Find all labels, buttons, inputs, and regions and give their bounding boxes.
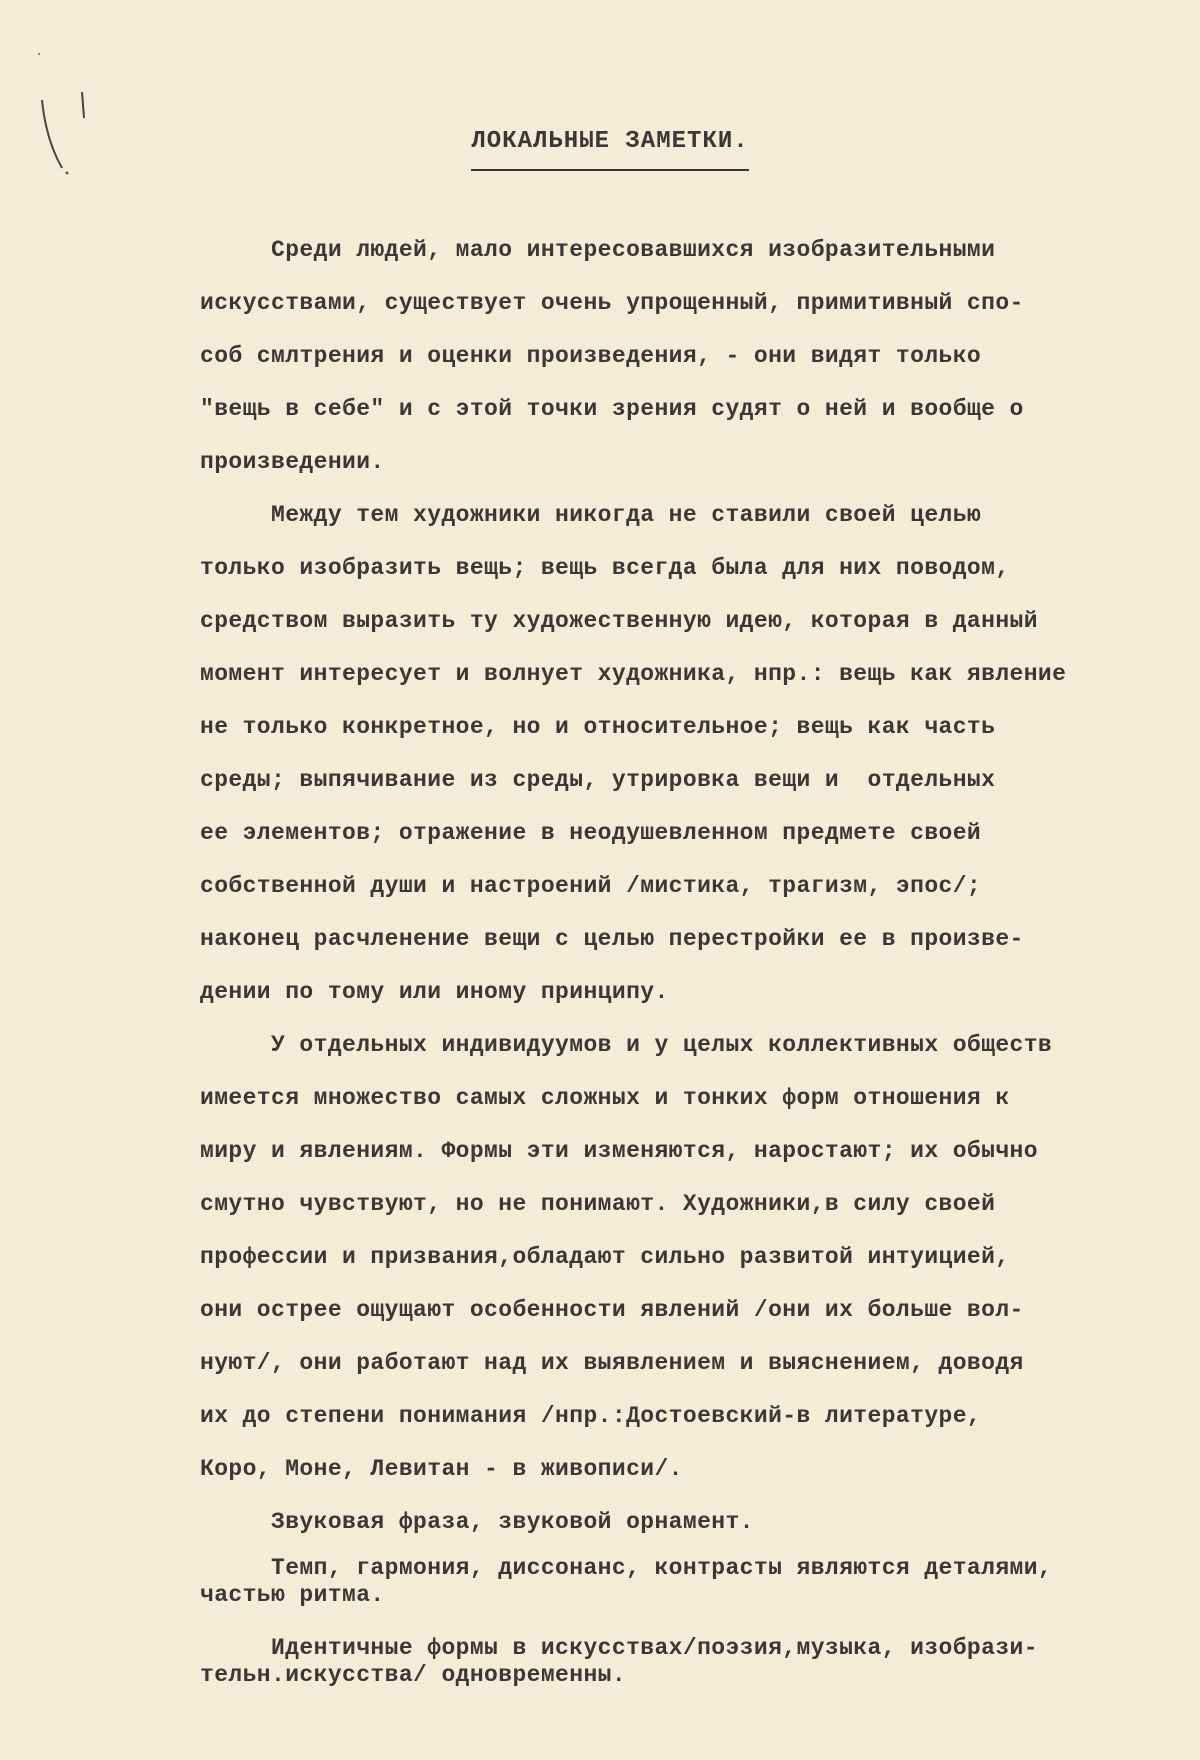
text-line: собственной души и настроений /мистика, трагизм, эпос/; [200, 873, 982, 899]
text-line: произведении. [200, 449, 385, 475]
text-line: наконец расчленение вещи с целью перестройки ее в произве- [200, 926, 1024, 952]
text-line: "вещь в себе" и с этой точки зрения судят о ней и вообще о [200, 396, 1024, 422]
text-line: Звуковая фраза, звуковой орнамент. [200, 1509, 754, 1535]
text-line: Идентичные формы в искусствах/поэзия,музыка, изобрази- [200, 1635, 1038, 1661]
text-line: среды; выпячивание из среды, утрировка вещи и отдельных [200, 767, 996, 793]
document-body [200, 224, 1180, 1689]
text-line: не только конкретное, но и относительное; вещь как часть [200, 714, 996, 740]
text-line: средством выразить ту художественную идею, которая в данный [200, 608, 1038, 634]
document-title: ЛОКАЛЬНЫЕ ЗАМЕТКИ. [471, 128, 748, 171]
text-line: миру и явлениям. Формы эти изменяются, наростают; их обычно [200, 1138, 1038, 1164]
title-block [0, 128, 1200, 171]
text-line: Среди людей, мало интересовавшихся изобразительными [200, 237, 996, 263]
text-line: У отдельных индивидуумов и у целых коллективных обществ [200, 1032, 1053, 1058]
text-line: только изобразить вещь; вещь всегда была для них поводом, [200, 555, 1010, 581]
text-line: Темп, гармония, диссонанс, контрасты являются деталями, [200, 1555, 1053, 1581]
text-line: их до степени понимания /нпр.:Достоевский-в литературе, [200, 1403, 982, 1429]
text-line: соб смлтрения и оценки произведения, - они видят только [200, 343, 982, 369]
text-line: профессии и призвания,обладают сильно развитой интуицией, [200, 1244, 1010, 1270]
text-line: смутно чувствуют, но не понимают. Художники,в силу своей [200, 1191, 996, 1217]
text-line: момент интересует и волнует художника, нпр.: вещь как явление [200, 661, 1067, 687]
text-line: Между тем художники никогда не ставили своей целью [200, 502, 982, 528]
text-line: искусствами, существует очень упрощенный, примитивный спо- [200, 290, 1024, 316]
text-line: нуют/, они работают над их выявлением и выяснением, доводя [200, 1350, 1024, 1376]
text-line: тельн.искусства/ одновременны. [200, 1662, 627, 1688]
text-line: частью ритма. [200, 1582, 385, 1608]
text-line: Коро, Моне, Левитан - в живописи/. [200, 1456, 683, 1482]
text-line: они острее ощущают особенности явлений /они их больше вол- [200, 1297, 1024, 1323]
text-line: ее элементов; отражение в неодушевленном предмете своей [200, 820, 982, 846]
text-line: имеется множество самых сложных и тонких форм отношения к [200, 1085, 1010, 1111]
text-line: дении по тому или иному принципу. [200, 979, 669, 1005]
